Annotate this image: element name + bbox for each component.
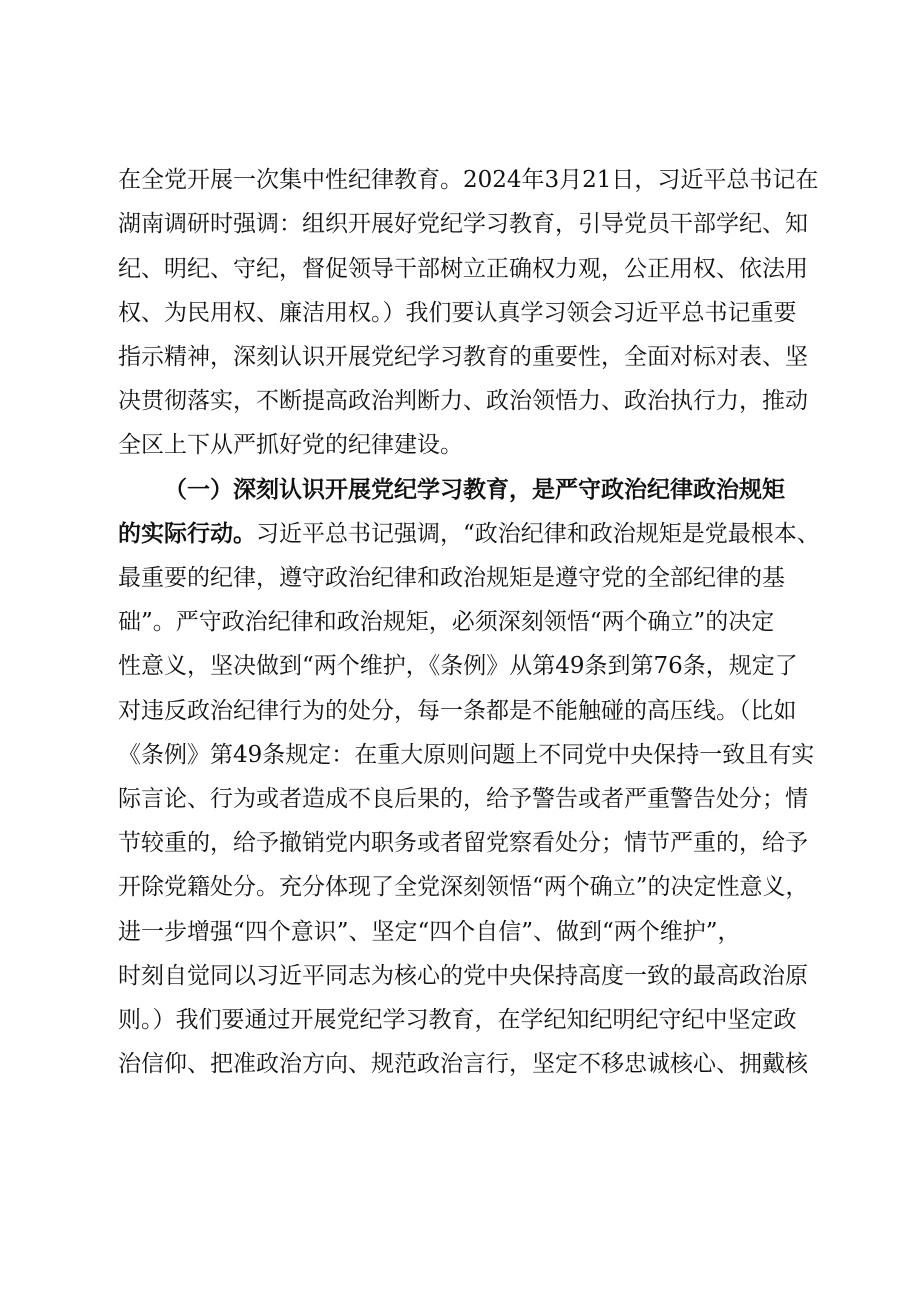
text-line: 湖南调研时强调：组织开展好党纪学习教育，引导党员干部学纪、知: [118, 211, 808, 237]
text-line: 进一步增强“四个意识”、坚定“四个自信”、做到“两个维护”，: [118, 919, 741, 945]
section-body-start: 习近平总书记强调，“政治纪律和政治规矩是党最根本、: [256, 521, 820, 547]
section-heading-continuation: [118, 514, 820, 554]
section-heading-end: 的实际行动。: [118, 520, 256, 547]
text-line: 在全党开展一次集中性纪律教育。2024年3月21日，习近平总书记在: [118, 167, 819, 193]
text-line: 开除党籍处分。充分体现了全党深刻领悟“两个确立”的决定性意义，: [118, 874, 809, 900]
text-line: 指示精神，深刻认识开展党纪学习教育的重要性，全面对标对表、坚: [118, 344, 808, 370]
text-line: 权、为民用权、廉洁用权。）我们要认真学习领会习近平总书记重要: [118, 300, 797, 326]
text-line: 时刻自觉同以习近平同志为核心的党中央保持高度一致的最高政治原: [118, 963, 808, 989]
text-line: 节较重的，给予撤销党内职务或者留党察看处分；情节严重的，给予: [118, 830, 808, 856]
text-line: 对违反政治纪律行为的处分，每一条都是不能触碰的高压线。（比如: [118, 698, 797, 724]
text-line: 最重要的纪律，遵守政治纪律和政治规矩是遵守党的全部纪律的基: [118, 565, 785, 591]
text-line: 治信仰、把准政治方向、规范政治言行，坚定不移忠诚核心、拥戴核: [118, 1051, 808, 1077]
text-line: 则。）我们要通过开展党纪学习教育，在学纪知纪明纪守纪中坚定政: [118, 1007, 797, 1033]
text-line: 《条例》第49条规定：在重大原则问题上不同党中央保持一致且有实: [118, 742, 815, 768]
text-line: 纪、明纪、守纪，督促领导干部树立正确权力观，公正用权、依法用: [118, 256, 808, 282]
text-line: 际言论、行为或者造成不良后果的，给予警告或者严重警告处分；情: [118, 786, 808, 812]
text-line: 决贯彻落实，不断提高政治判断力、政治领悟力、政治执行力，推动: [118, 388, 808, 414]
section-heading: （一）深刻认识开展党纪学习教育，是严守政治纪律政治规矩: [164, 476, 785, 503]
text-line: 础”。严守政治纪律和政治规矩，必须深刻领悟“两个确立”的决定: [118, 609, 775, 635]
text-line: 性意义，坚决做到“两个维护，《条例》从第49条到第76条，规定了: [118, 653, 798, 679]
text-line: 全区上下从严抓好党的纪律建设。: [118, 432, 463, 458]
